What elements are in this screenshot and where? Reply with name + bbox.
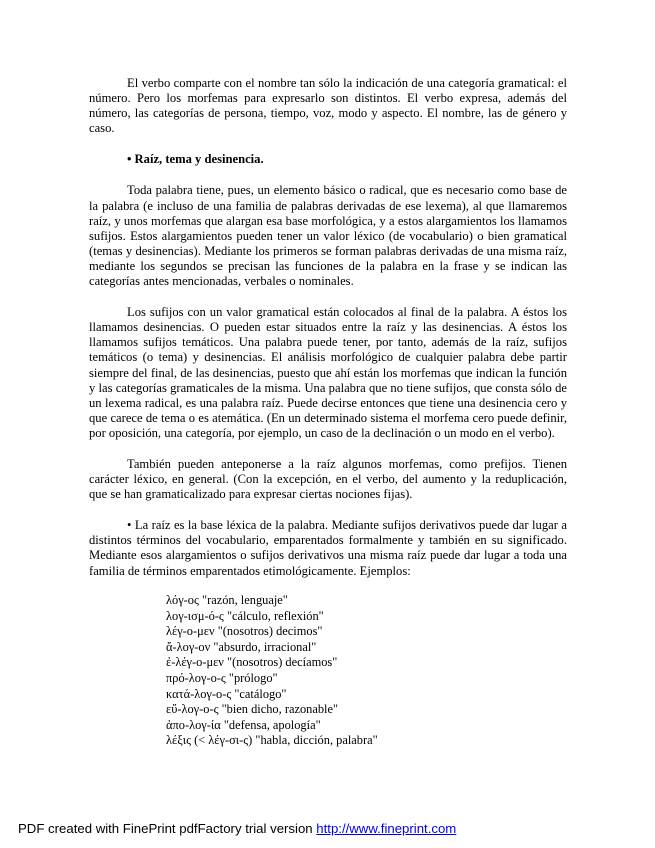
greek-word: λόγ-ος [166,593,199,607]
example-item [166,687,378,703]
example-item [166,702,378,718]
example-item [166,609,378,625]
paragraph-sufijos: Los sufijos con un valor gramatical están colocados al final de la palabra. A éstos los llamamos desinencias. O pueden estar situados entre la raíz y las desinencias. A éstos los llamamos sufijos temáticos. Una palabra puede tener, por tanto, además de la raíz, sufijos temáticos (o tema) y desinencias. El análisis morfológico de cualquier palabra debe partir siempre del final, de las desinencias, puesto que ahí están los morfemas que indican la función y las categorías gramaticales de la misma. Una palabra que no tiene sufijos, que consta sólo de un lexema radical, es una palabra raíz. Puede decirse entonces que tiene una desinencia cero y que carece de tema o es atemática. (En un determinado sistema el morfema cero puede definir, por oposición, una categoría, por ejemplo, un caso de la declinación o un modo en el verbo). [89,305,567,440]
example-item [166,624,378,640]
gloss: "absurdo, irracional" [213,639,317,654]
example-item [166,671,378,687]
paragraph-raiz: Toda palabra tiene, pues, un elemento básico o radical, que es necesario como base de la palabra (e incluso de una familia de palabras derivadas de ese lexema), al que llamaremos raíz, y unos morfemas que alargan esa base morfológica, y a estos alargamientos los llamamos sufijos. Estos alargamientos pueden tener un valor léxico (de vocabulario) o bien gramatical (temas y desinencias). Mediante los primeros se forman palabras derivadas de una misma raíz, mediante los segundos se precisan las funciones de la palabra en la frase y se indican las categorías antes mencionadas, verbales o nominales. [89,183,567,289]
example-item [166,718,378,734]
gloss: "(nosotros) decimos" [217,624,323,639]
gloss: "prólogo" [228,670,278,685]
footer-text: PDF created with FinePrint pdfFactory trial version [18,821,317,836]
greek-word: εὔ-λογ-ο-ς [166,702,219,717]
gloss: "razón, lenguaje" [202,593,288,607]
pdf-footer [18,821,456,836]
gloss: "bien dicho, razonable" [221,702,339,717]
paragraph-verbo: El verbo comparte con el nombre tan sólo la indicación de una categoría gramatical: el número. Pero los morfemas para expresarlo son distintos. El verbo expresa, además del número, las categorías de persona, tiempo, voz, modo y aspecto. El nombre, las de género y caso. [89,76,567,136]
section-heading: • Raíz, tema y desinencia. [127,152,264,167]
fineprint-link[interactable]: http://www.fineprint.com [316,821,457,836]
paragraph-prefijos: También pueden anteponerse a la raíz algunos morfemas, como prefijos. Tienen carácter léxico, en general. (Con la excepción, en el verbo, del aumento y la reduplicación, que se han gramaticalizado para expresar ciertas nociones fijas). [89,456,567,502]
example-item [166,655,378,671]
greek-word: πρό-λογ-ο-ς [166,670,226,685]
gloss: "defensa, apología" [223,717,321,732]
greek-word: λέγ-ο-μεν [166,624,215,639]
greek-word: λέξις (< λέγ-σι-ς) [166,733,253,748]
example-item [166,640,378,656]
greek-word: ἄ-λογ-ον [166,639,211,654]
greek-word: ἀπο-λογ-ία [166,717,221,732]
paragraph-base-lexica: • La raíz es la base léxica de la palabra. Mediante sufijos derivativos puede dar lugar a distintos términos del vocabulario, emparentados formalmente y también en su significado. Mediante esos alargamientos o sufijos derivativos una misma raíz puede dar lugar a toda una familia de términos emparentados etimológicamente. Ejemplos: [89,518,567,578]
gloss: "habla, dicción, palabra" [255,733,378,748]
example-item [166,593,378,609]
gloss: "(nosotros) decíamos" [227,655,338,670]
greek-word: ἐ-λέγ-ο-μεν [166,655,224,670]
gloss: "cálculo, reflexión" [226,608,324,623]
greek-word: λογ-ισμ-ό-ς [166,608,224,623]
example-item [166,733,378,749]
greek-word: κατά-λογ-ο-ς [166,686,232,701]
document-body [89,76,567,579]
gloss: "catálogo" [234,686,287,701]
examples-list [166,593,378,749]
